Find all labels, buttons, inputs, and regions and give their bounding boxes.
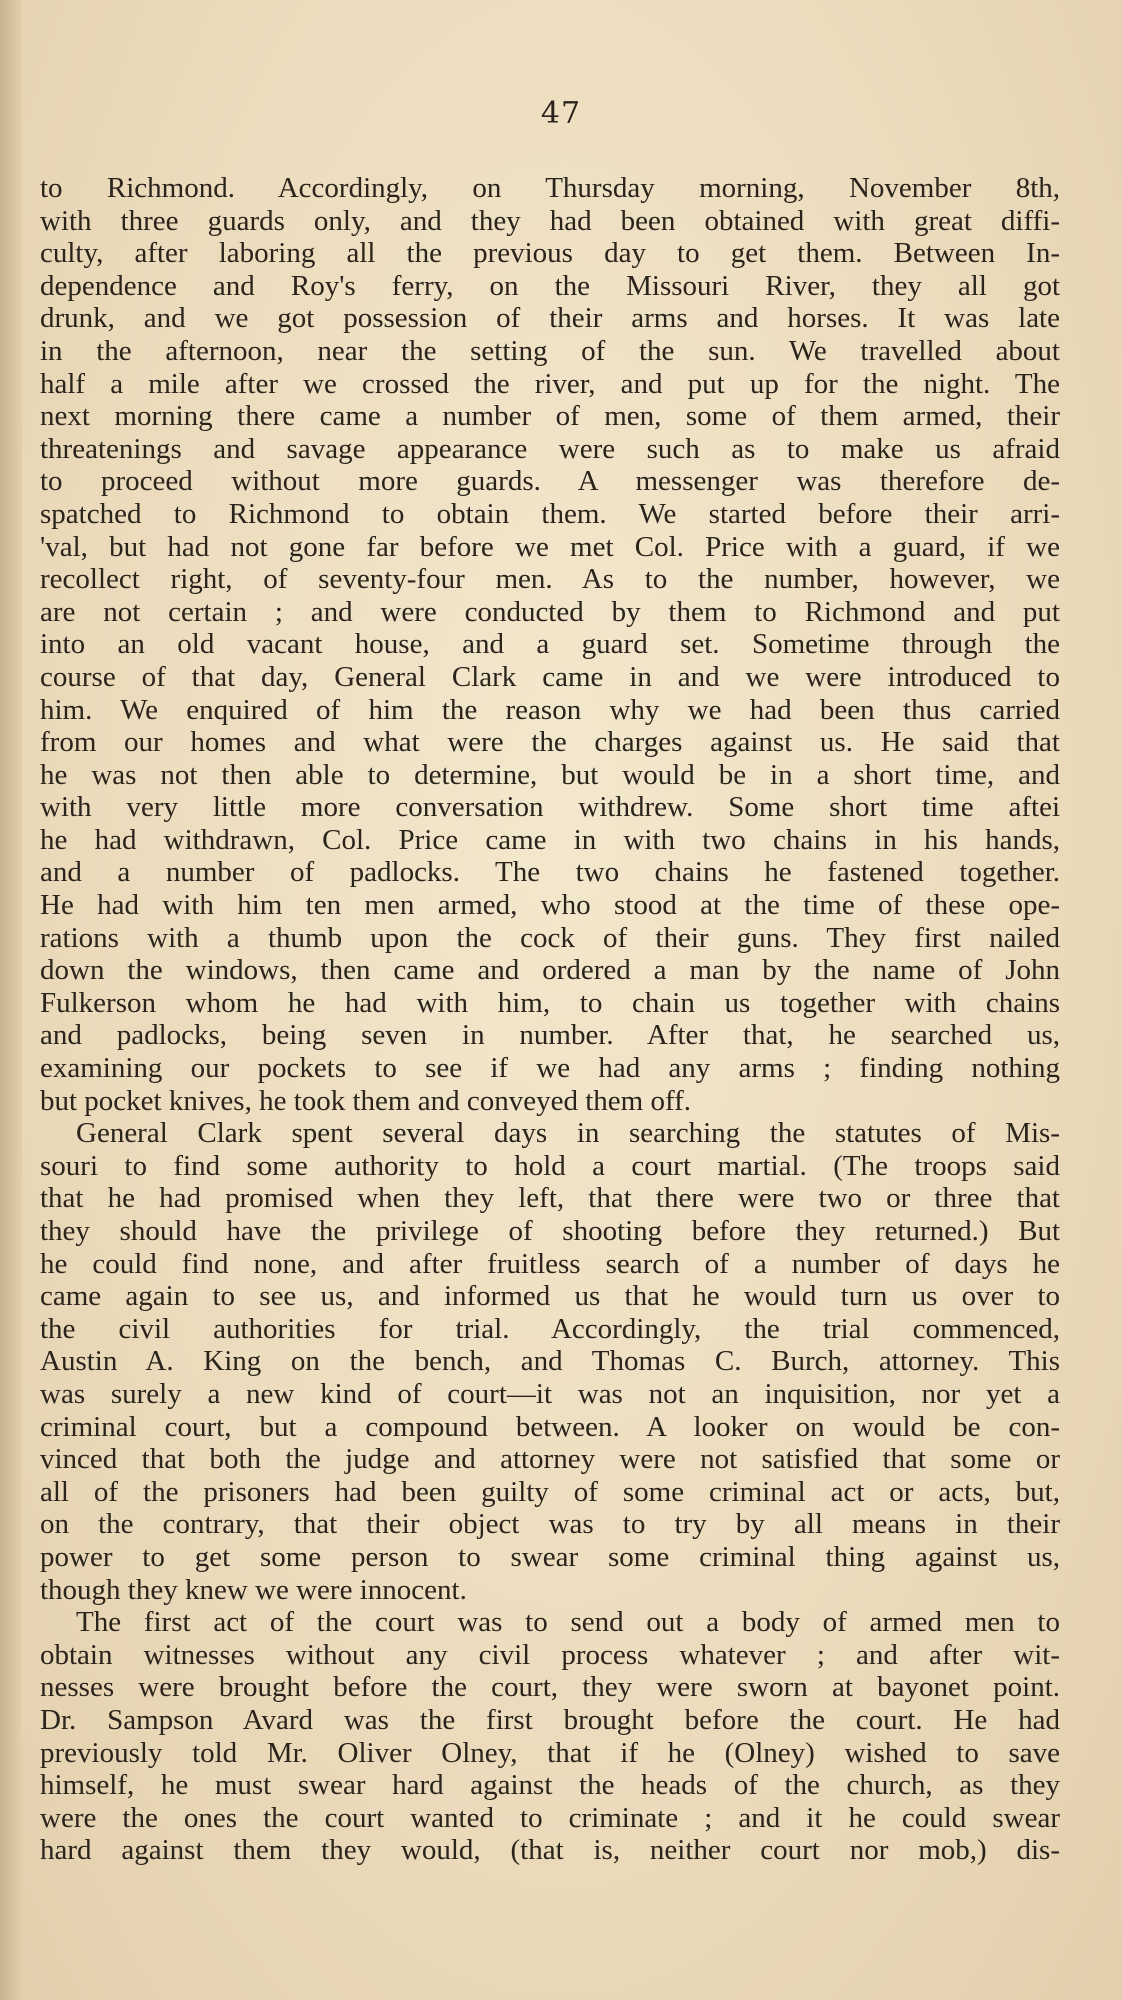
- text-line: with three guards only, and they had been obtained with great diffi-: [40, 204, 1060, 237]
- text-line: Austin A. King on the bench, and Thomas C. Burch, attorney. This: [40, 1345, 1060, 1378]
- paragraph: [40, 1606, 1060, 1867]
- text-line: power to get some person to swear some criminal thing against us,: [40, 1540, 1060, 1573]
- text-line: him. We enquired of him the reason why we had been thus carried: [40, 693, 1060, 726]
- text-line: nesses were brought before the court, they were sworn at bayonet point.: [40, 1671, 1060, 1704]
- text-line: he could find none, and after fruitless search of a number of days he: [40, 1247, 1060, 1280]
- text-line: but pocket knives, he took them and conveyed them off.: [40, 1084, 691, 1117]
- text-line: in the afternoon, near the setting of the sun. We travelled about: [40, 334, 1060, 367]
- text-line: previously told Mr. Oliver Olney, that if he (Olney) wished to save: [40, 1736, 1060, 1769]
- text-line: Dr. Sampson Avard was the first brought before the court. He had: [40, 1703, 1060, 1736]
- text-line: General Clark spent several days in searching the statutes of Mis-: [76, 1117, 1060, 1150]
- page-number: 47: [540, 96, 582, 131]
- text-line: though they knew we were innocent.: [40, 1573, 467, 1606]
- text-line: obtain witnesses without any civil process whatever ; and after wit-: [40, 1638, 1060, 1671]
- paragraph: [40, 172, 1060, 1117]
- text-line: dependence and Roy's ferry, on the Missouri River, they all got: [40, 269, 1060, 302]
- text-line: He had with him ten men armed, who stood at the time of these ope-: [40, 889, 1060, 922]
- text-line: Fulkerson whom he had with him, to chain us together with chains: [40, 986, 1060, 1019]
- text-line: hard against them they would, (that is, neither court nor mob,) dis-: [40, 1834, 1060, 1867]
- text-line: all of the prisoners had been guilty of some criminal act or acts, but,: [40, 1475, 1060, 1508]
- text-line: the civil authorities for trial. Accordingly, the trial commenced,: [40, 1312, 1060, 1345]
- text-line: they should have the privilege of shooting before they returned.) But: [40, 1215, 1060, 1247]
- text-line: The first act of the court was to send out a body of armed men to: [76, 1606, 1060, 1639]
- text-line: are not certain ; and were conducted by them to Richmond and put: [40, 595, 1060, 628]
- text-line: were the ones the court wanted to criminate ; and it he could swear: [40, 1801, 1060, 1834]
- text-line: from our homes and what were the charges against us. He said that: [40, 726, 1060, 759]
- text-line: he was not then able to determine, but would be in a short time, and: [40, 758, 1060, 791]
- text-line: criminal court, but a compound between. A looker on would be con-: [40, 1410, 1060, 1443]
- text-line: spatched to Richmond to obtain them. We started before their arri-: [40, 497, 1060, 530]
- paragraph: [40, 1117, 1060, 1606]
- text-line: culty, after laboring all the previous day to get them. Between In-: [40, 237, 1060, 270]
- text-line: to proceed without more guards. A messenger was therefore de-: [40, 465, 1060, 498]
- text-line: down the windows, then came and ordered a man by the name of John: [40, 954, 1060, 987]
- text-line: was surely a new kind of court—it was not an inquisition, nor yet a: [40, 1377, 1060, 1410]
- text-line: vinced that both the judge and attorney were not satisfied that some or: [40, 1443, 1060, 1476]
- text-line: on the contrary, that their object was to try by all means in their: [40, 1508, 1060, 1541]
- text-line: threatenings and savage appearance were such as to make us afraid: [40, 432, 1060, 465]
- text-line: and padlocks, being seven in number. After that, he searched us,: [40, 1019, 1060, 1052]
- text-line: and a number of padlocks. The two chains he fastened together.: [40, 856, 1060, 889]
- text-line: with very little more conversation withdrew. Some short time aftei: [40, 791, 1060, 824]
- text-line: came again to see us, and informed us that he would turn us over to: [40, 1280, 1060, 1313]
- text-line: into an old vacant house, and a guard set. Sometime through the: [40, 628, 1060, 661]
- text-line: 'val, but had not gone far before we met Col. Price with a guard, if we: [40, 530, 1060, 563]
- text-line: that he had promised when they left, that there were two or three that: [40, 1182, 1060, 1215]
- text-line: himself, he must swear hard against the heads of the church, as they: [40, 1769, 1060, 1802]
- text-line: recollect right, of seventy-four men. As to the number, however, we: [40, 563, 1060, 596]
- text-line: rations with a thumb upon the cock of their guns. They first nailed: [40, 921, 1060, 954]
- text-line: examining our pockets to see if we had any arms ; finding nothing: [40, 1052, 1060, 1085]
- text-line: he had withdrawn, Col. Price came in with two chains in his hands,: [40, 823, 1060, 856]
- text-line: drunk, and we got possession of their arms and horses. It was late: [40, 302, 1060, 335]
- text-line: course of that day, General Clark came in and we were introduced to: [40, 660, 1060, 693]
- text-line: half a mile after we crossed the river, and put up for the night. The: [40, 367, 1060, 400]
- text-line: next morning there came a number of men, some of them armed, their: [40, 400, 1060, 433]
- text-line: souri to find some authority to hold a court martial. (The troops said: [40, 1149, 1060, 1182]
- text-line: to Richmond. Accordingly, on Thursday morning, November 8th,: [40, 172, 1060, 204]
- body-text: [40, 172, 1060, 1867]
- page-gutter-shadow: [0, 0, 22, 2000]
